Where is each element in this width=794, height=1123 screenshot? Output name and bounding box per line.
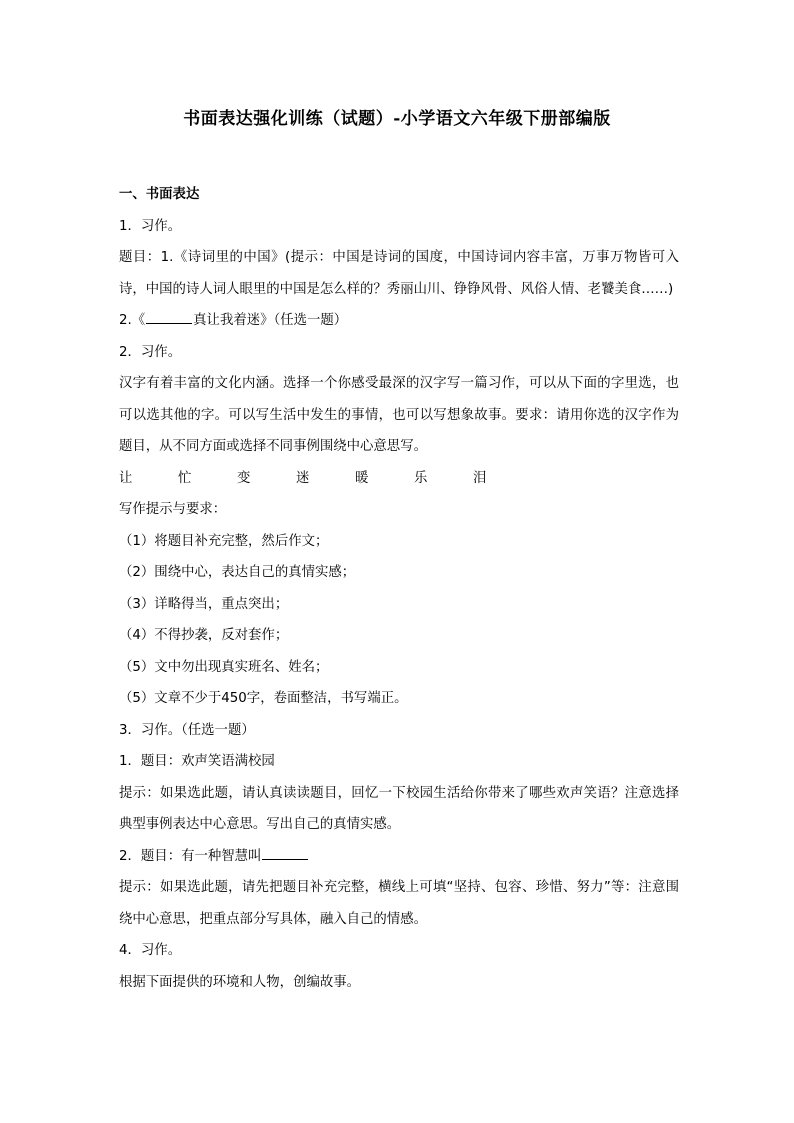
q1-option2 [119,305,679,337]
q1-label: 1．习作。 [119,218,182,234]
q3-option1-title: 1．题目：欢声笑语满校园 [119,754,275,769]
document-title: 书面表达强化训练（试题）-小学语文六年级下册部编版 [183,109,611,129]
character-choice: 变 [237,470,251,486]
character-choice: 暖 [355,470,369,486]
document-body [119,179,679,998]
character-choice: 让 [119,470,133,486]
q4-intro: 根据下面提供的环境和人物，创编故事。 [119,974,361,990]
q4-label: 4．习作。 [119,943,182,958]
character-choice: 迷 [296,470,310,486]
requirement-item: （1）将题目补充完整，然后作文； [119,533,329,549]
character-choice: 忙 [178,470,192,486]
requirement-item: （5）文中勿出现真实班名、姓名； [119,659,329,675]
character-choice: 乐 [414,470,428,486]
section-heading: 一、书面表达 [119,187,200,202]
q1-prompt: 题目：1.《诗词里的中国》(提示：中国是诗词的国度，中国诗词内容丰富，万事万物皆可入诗，中国的诗人词人眼里的中国是怎么样的？秀丽山川、铮铮风骨、风俗人情、老饕美食……) [119,250,679,297]
q3-option1-tip: 提示：如果选此题，请认真读读题目，回忆一下校园生活给你带来了哪些欢声笑语？注意选择典型事例表达中心意思。写出自己的真情实感。 [119,785,679,832]
q3-option2-title-line [119,841,679,873]
q2-tips-heading: 写作提示与要求： [119,502,227,517]
requirement-item: （3）详略得当，重点突出； [119,596,289,612]
requirement-item: （2）围绕中心，表达自己的真情实感； [119,565,356,580]
requirement-item: （5）文章不少于450字，卷面整洁，书写端正。 [119,691,408,706]
q3-option2-tip: 提示：如果选此题，请先把题目补充完整，横线上可填“坚持、包容、珍惜、努力”等：注意围绕中心意思，把重点部分写具体，融入自己的情感。 [119,880,679,927]
q2-label: 2．习作。 [119,344,182,360]
requirement-item: （4）不得抄袭，反对套作； [119,628,289,643]
q1-option2-suffix: 真让我着迷》（任选一题） [193,313,348,328]
q3-label: 3．习作。（任选一题） [119,722,255,738]
q2-intro: 汉字有着丰富的文化内涵。选择一个你感受最深的汉字写一篇习作，可以从下面的字里选，也可以选其他的字。可以写生活中发生的事情，也可以写想象故事。要求：请用你选的汉字作为题目，从不同方面或选择不同事例围绕中心意思写。 [119,376,679,454]
q1-option2-prefix: 2.《 [119,313,146,328]
character-choice: 泪 [473,470,487,486]
character-choices [119,463,679,495]
q3-option2-title: 2．题目：有一种智慧叫 [119,848,262,864]
fill-blank-line [262,847,308,860]
fill-blank-line [146,311,192,324]
